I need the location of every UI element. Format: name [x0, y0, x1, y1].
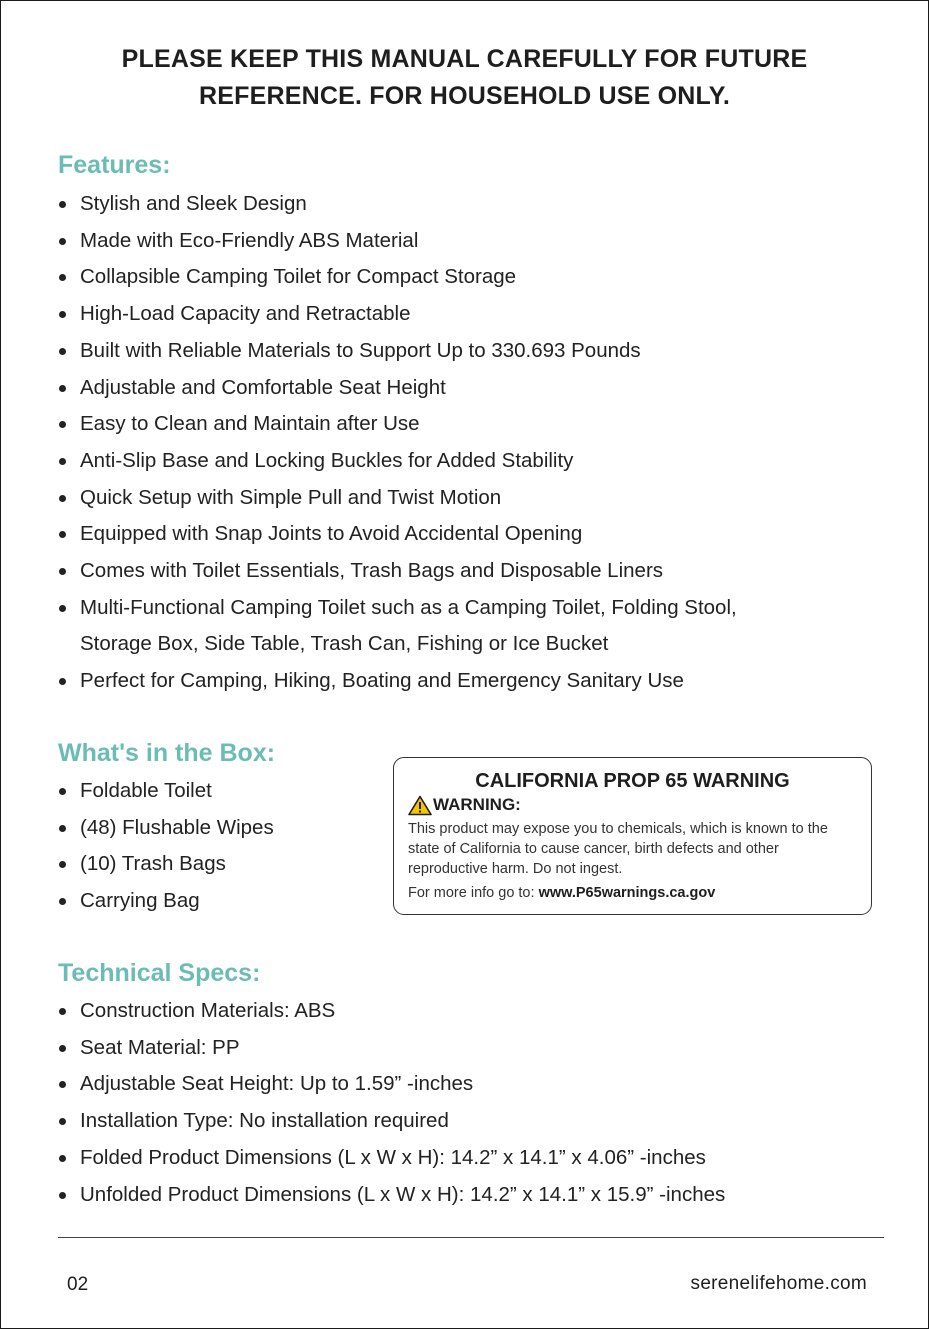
specs-title: Technical Specs:: [58, 959, 261, 987]
list-item: (10) Trash Bags: [57, 846, 274, 883]
footer-divider: [58, 1237, 884, 1238]
bullet-icon: [59, 825, 66, 832]
bullet-icon: [59, 1192, 66, 1199]
page-number: 02: [67, 1274, 89, 1295]
specs-list: [57, 993, 725, 1213]
list-item: (48) Flushable Wipes: [57, 810, 274, 847]
list-item: Construction Materials: ABS: [57, 993, 725, 1030]
bullet-icon: [59, 531, 66, 538]
list-item: Anti-Slip Base and Locking Buckles for Added Stability: [57, 443, 737, 480]
warning-info-prefix: For more info go to:: [408, 885, 539, 901]
list-item-continuation: Storage Box, Side Table, Trash Can, Fishing or Ice Bucket: [80, 632, 609, 656]
warning-triangle-icon: [408, 795, 432, 816]
warning-heading: [408, 794, 857, 816]
list-item: Equipped with Snap Joints to Avoid Accidental Opening: [57, 516, 737, 553]
bullet-icon: [59, 495, 66, 502]
bullet-icon: [59, 274, 66, 281]
list-item: Stylish and Sleek Design: [57, 186, 737, 223]
bullet-icon: [59, 201, 66, 208]
header-line-2: REFERENCE. FOR HOUSEHOLD USE ONLY.: [199, 82, 730, 110]
list-item: Adjustable and Comfortable Seat Height: [57, 370, 737, 407]
bullet-icon: [59, 788, 66, 795]
bullet-icon: [59, 421, 66, 428]
bullet-icon: [59, 605, 66, 612]
list-item: Perfect for Camping, Hiking, Boating and Emergency Sanitary Use: [57, 663, 737, 700]
list-item: Built with Reliable Materials to Support Up to 330.693 Pounds: [57, 333, 737, 370]
page-header: [1, 41, 928, 115]
list-item: Unfolded Product Dimensions (L x W x H): 14.2” x 14.1” x 15.9” -inches: [57, 1177, 725, 1214]
list-item: Installation Type: No installation required: [57, 1103, 725, 1140]
warning-info: [408, 883, 857, 903]
bullet-icon: [59, 678, 66, 685]
bullet-icon: [59, 1118, 66, 1125]
list-item: Folded Product Dimensions (L x W x H): 14.2” x 14.1” x 4.06” -inches: [57, 1140, 725, 1177]
bullet-icon: [59, 898, 66, 905]
list-item: Seat Material: PP: [57, 1030, 725, 1067]
list-item: Made with Eco-Friendly ABS Material: [57, 223, 737, 260]
box-contents-title: What's in the Box:: [58, 739, 276, 767]
features-list: [57, 186, 737, 700]
bullet-icon: [59, 1081, 66, 1088]
list-item: Easy to Clean and Maintain after Use: [57, 406, 737, 443]
list-item: High-Load Capacity and Retractable: [57, 296, 737, 333]
header-line-1: PLEASE KEEP THIS MANUAL CAREFULLY FOR FUTURE: [121, 45, 808, 73]
bullet-icon: [59, 458, 66, 465]
prop65-warning-box: [393, 757, 872, 915]
list-item: Comes with Toilet Essentials, Trash Bags and Disposable Liners: [57, 553, 737, 590]
features-title: Features:: [58, 151, 171, 179]
warning-link[interactable]: www.P65warnings.ca.gov: [538, 885, 716, 901]
bullet-icon: [59, 238, 66, 245]
warning-body: This product may expose you to chemicals, which is known to the state of California to cause cancer, birth defects and other reproductive harm. Do not ingest.: [408, 821, 828, 877]
warning-label: WARNING:: [433, 795, 521, 814]
bullet-icon: [59, 1008, 66, 1015]
bullet-icon: [59, 861, 66, 868]
box-contents-list: [57, 773, 274, 920]
bullet-icon: [59, 568, 66, 575]
list-item: Collapsible Camping Toilet for Compact Storage: [57, 259, 737, 296]
list-item: Adjustable Seat Height: Up to 1.59” -inches: [57, 1066, 725, 1103]
list-item: Quick Setup with Simple Pull and Twist Motion: [57, 480, 737, 517]
list-item: Carrying Bag: [57, 883, 274, 920]
bullet-icon: [59, 1045, 66, 1052]
website-link[interactable]: serenelifehome.com: [690, 1273, 867, 1294]
list-item: Multi-Functional Camping Toilet such as a Camping Toilet, Folding Stool,: [57, 590, 737, 627]
bullet-icon: [59, 348, 66, 355]
list-item: Foldable Toilet: [57, 773, 274, 810]
bullet-icon: [59, 1155, 66, 1162]
bullet-icon: [59, 385, 66, 392]
bullet-icon: [59, 311, 66, 318]
warning-title: CALIFORNIA PROP 65 WARNING: [475, 770, 790, 792]
